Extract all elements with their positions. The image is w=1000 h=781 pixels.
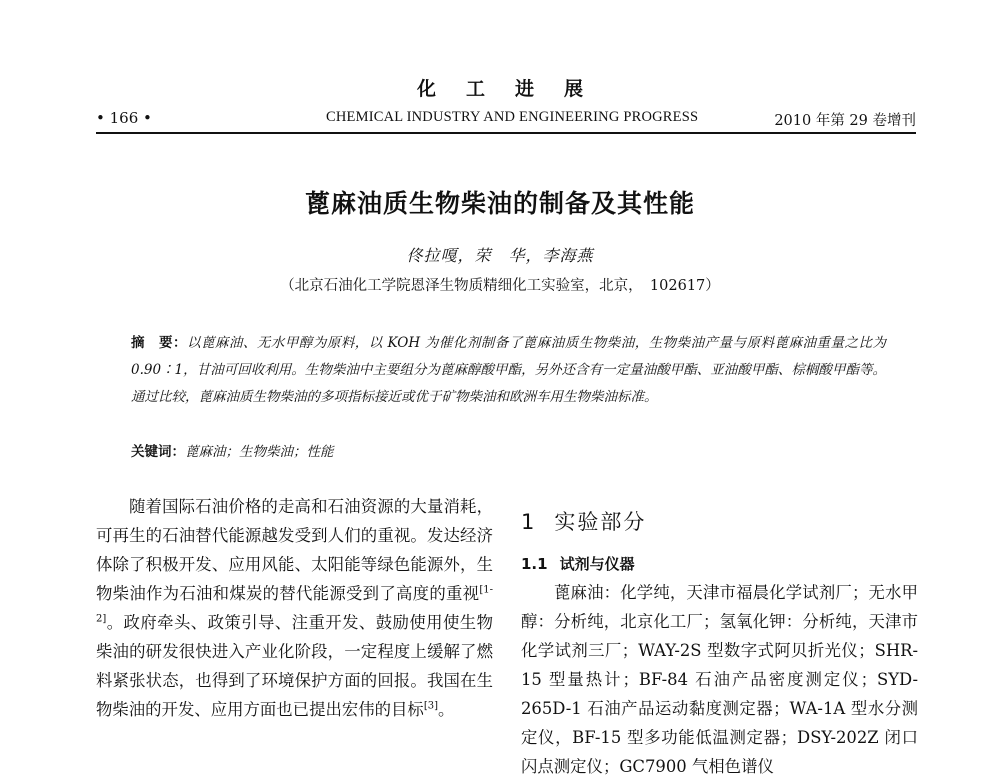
page-number: • 166 •: [96, 109, 152, 127]
article-authors: 佟拉嘎，荣 华，李海燕: [406, 246, 594, 265]
journal-title-chinese: 化工进展: [416, 78, 613, 100]
section-heading-experimental: [521, 500, 918, 544]
citation-1-2: [1-2]: [96, 584, 493, 625]
intro-text-3: 。: [437, 700, 455, 719]
subsection-heading-reagents: [521, 550, 918, 578]
keywords: [131, 440, 886, 460]
article-title: 蓖麻油质生物柴油的制备及其性能: [304, 189, 695, 218]
intro-paragraph: [96, 492, 493, 724]
abstract-label: 摘 要：: [131, 335, 187, 351]
running-header: [96, 106, 916, 134]
subsection-title: 试剂与仪器: [559, 555, 635, 573]
intro-text-2: 。政府牵头、政策引导、注重开发、鼓励使用使生物柴油的研发很快进入产业化阶段，一定程度上缓解了燃料紧张状态，也得到了环境保护方面的回报。我国在生物柴油的开发、应用方面也已提出宏伟的目标: [96, 613, 493, 719]
section-title: 实验部分: [554, 510, 647, 534]
issue-info: 2010 年第 29 卷增刊: [774, 113, 916, 129]
right-column: [521, 500, 918, 781]
abstract-text: 以蓖麻油、无水甲醇为原料，以 KOH 为催化剂制备了蓖麻油质生物柴油，生物柴油产量与原料蓖麻油重量之比为 0.90∶1，甘油可回收利用。生物柴油中主要组分为蓖麻醇酸甲酯，另外还含有一定量油酸甲酯、亚油酸甲酯、棕榈酸甲酯等。通过比较，蓖麻油质生物柴油的多项指标接近或优于矿物柴油和欧洲车用生物柴油标准。: [131, 335, 886, 405]
citation-3: [3]: [423, 700, 438, 712]
keywords-text: 蓖麻油；生物柴油；性能: [185, 444, 334, 460]
intro-text-1: 随着国际石油价格的走高和石油资源的大量消耗，可再生的石油替代能源越发受到人们的重视。发达经济体除了积极开发、应用风能、太阳能等绿色能源外，生物柴油作为石油和煤炭的替代能源受到了高度的重视: [96, 497, 493, 603]
journal-title-english: CHEMICAL INDUSTRY AND ENGINEERING PROGRESS: [326, 109, 699, 125]
abstract: [131, 330, 886, 411]
keywords-label: 关键词：: [131, 444, 185, 460]
subsection-number: 1.1: [521, 555, 548, 573]
reagents-paragraph: 蓖麻油：化学纯，天津市福晨化学试剂厂；无水甲醇：分析纯，北京化工厂；氢氧化钾：分析纯，天津市化学试剂三厂；WAY-2S 型数字式阿贝折光仪；SHR-15 型量热计；BF-84 石油产品密度测定仪；SYD-265D-1 石油产品运动黏度测定器；WA-1A 型水分测定仪，BF-15 型多功能低温测定器；DSY-202Z 闭口闪点测定仪；GC7900 气相色谱仪: [521, 583, 918, 776]
author-affiliation: （北京石油化工学院恩泽生物质精细化工实验室，北京， 102617）: [280, 278, 720, 294]
section-number: 1: [521, 510, 537, 534]
left-column: [96, 492, 493, 724]
